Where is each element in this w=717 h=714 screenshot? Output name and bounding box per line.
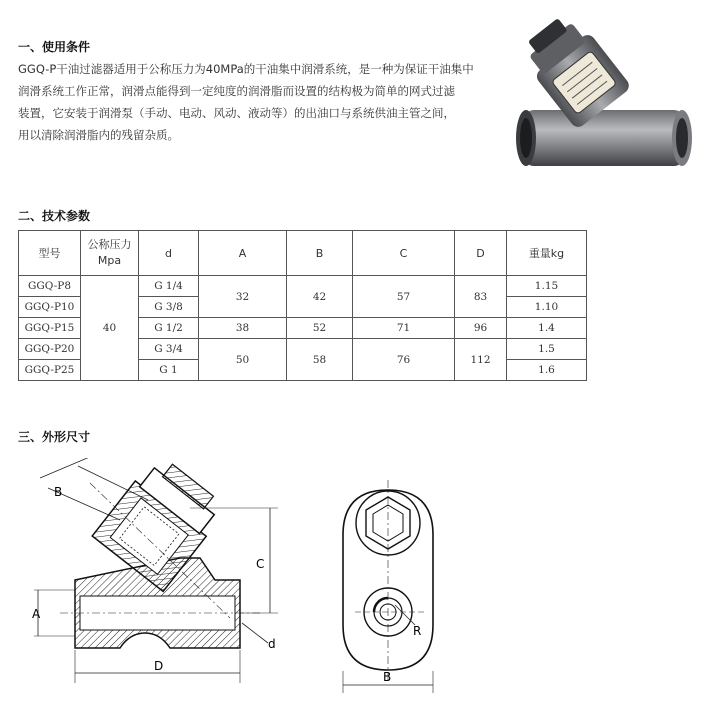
intro-line: 润滑系统工作正常，润滑点能得到一定纯度的润滑脂而设置的结构极为简单的网式过滤 [18,84,455,98]
dims-heading: 三、外形尺寸 [18,430,91,444]
cell-pressure: 40 [81,276,139,381]
header-pressure-unit: Mpa [97,254,122,267]
cell-c: 76 [353,339,455,381]
cell-weight: 1.4 [507,318,587,339]
side-view-drawing [325,475,455,700]
header-b: B [287,231,353,276]
product-photo [512,18,697,193]
cell-b: 58 [287,339,353,381]
header-d: d [139,231,199,276]
table-header-row [19,231,587,276]
header-pressure-label: 公称压力 [87,238,132,251]
label-small-d: d [268,637,276,651]
cell-model: GGQ-P25 [19,360,81,381]
cell-weight: 1.15 [507,276,587,297]
header-dd: D [455,231,507,276]
cell-dd: 83 [455,276,507,318]
cell-dd: 112 [455,339,507,381]
cell-weight: 1.6 [507,360,587,381]
header-c: C [353,231,455,276]
label-a: A [32,607,41,621]
cell-d: G 3/8 [139,297,199,318]
cell-c: 57 [353,276,455,318]
section-drawing [30,458,295,698]
cell-a: 32 [199,276,287,318]
table-row [19,276,587,297]
label-c: C [256,557,265,571]
header-a: A [199,231,287,276]
cell-d: G 1 [139,360,199,381]
cell-d: G 3/4 [139,339,199,360]
label-b: B [54,485,63,499]
cell-c: 71 [353,318,455,339]
header-weight: 重量kg [507,231,587,276]
intro-text [18,58,488,146]
cell-weight: 1.10 [507,297,587,318]
cell-model: GGQ-P20 [19,339,81,360]
cell-b: 42 [287,276,353,318]
cell-model: GGQ-P10 [19,297,81,318]
label-d: D [154,659,164,673]
intro-line: GGQ-P干油过滤器适用于公称压力为40MPa的干油集中润滑系统，是一种为保证干油集中 [18,62,474,76]
intro-line: 用以清除润滑脂内的残留杂质。 [18,128,179,142]
cell-weight: 1.5 [507,339,587,360]
header-pressure [81,231,139,276]
usage-heading: 一、使用条件 [18,40,91,54]
header-model: 型号 [19,231,81,276]
cell-dd: 96 [455,318,507,339]
specs-heading: 二、技术参数 [18,209,91,223]
intro-line: 装置，它安装于润滑泵（手动、电动、风动、液动等）的出油口与系统供油主管之间， [18,106,455,120]
cell-a: 50 [199,339,287,381]
label-r: R [413,624,422,638]
cell-b: 52 [287,318,353,339]
label-b2: B [383,670,392,684]
cell-model: GGQ-P8 [19,276,81,297]
cell-d: G 1/2 [139,318,199,339]
cell-d: G 1/4 [139,276,199,297]
spec-table [18,230,587,381]
cell-a: 38 [199,318,287,339]
cell-model: GGQ-P15 [19,318,81,339]
